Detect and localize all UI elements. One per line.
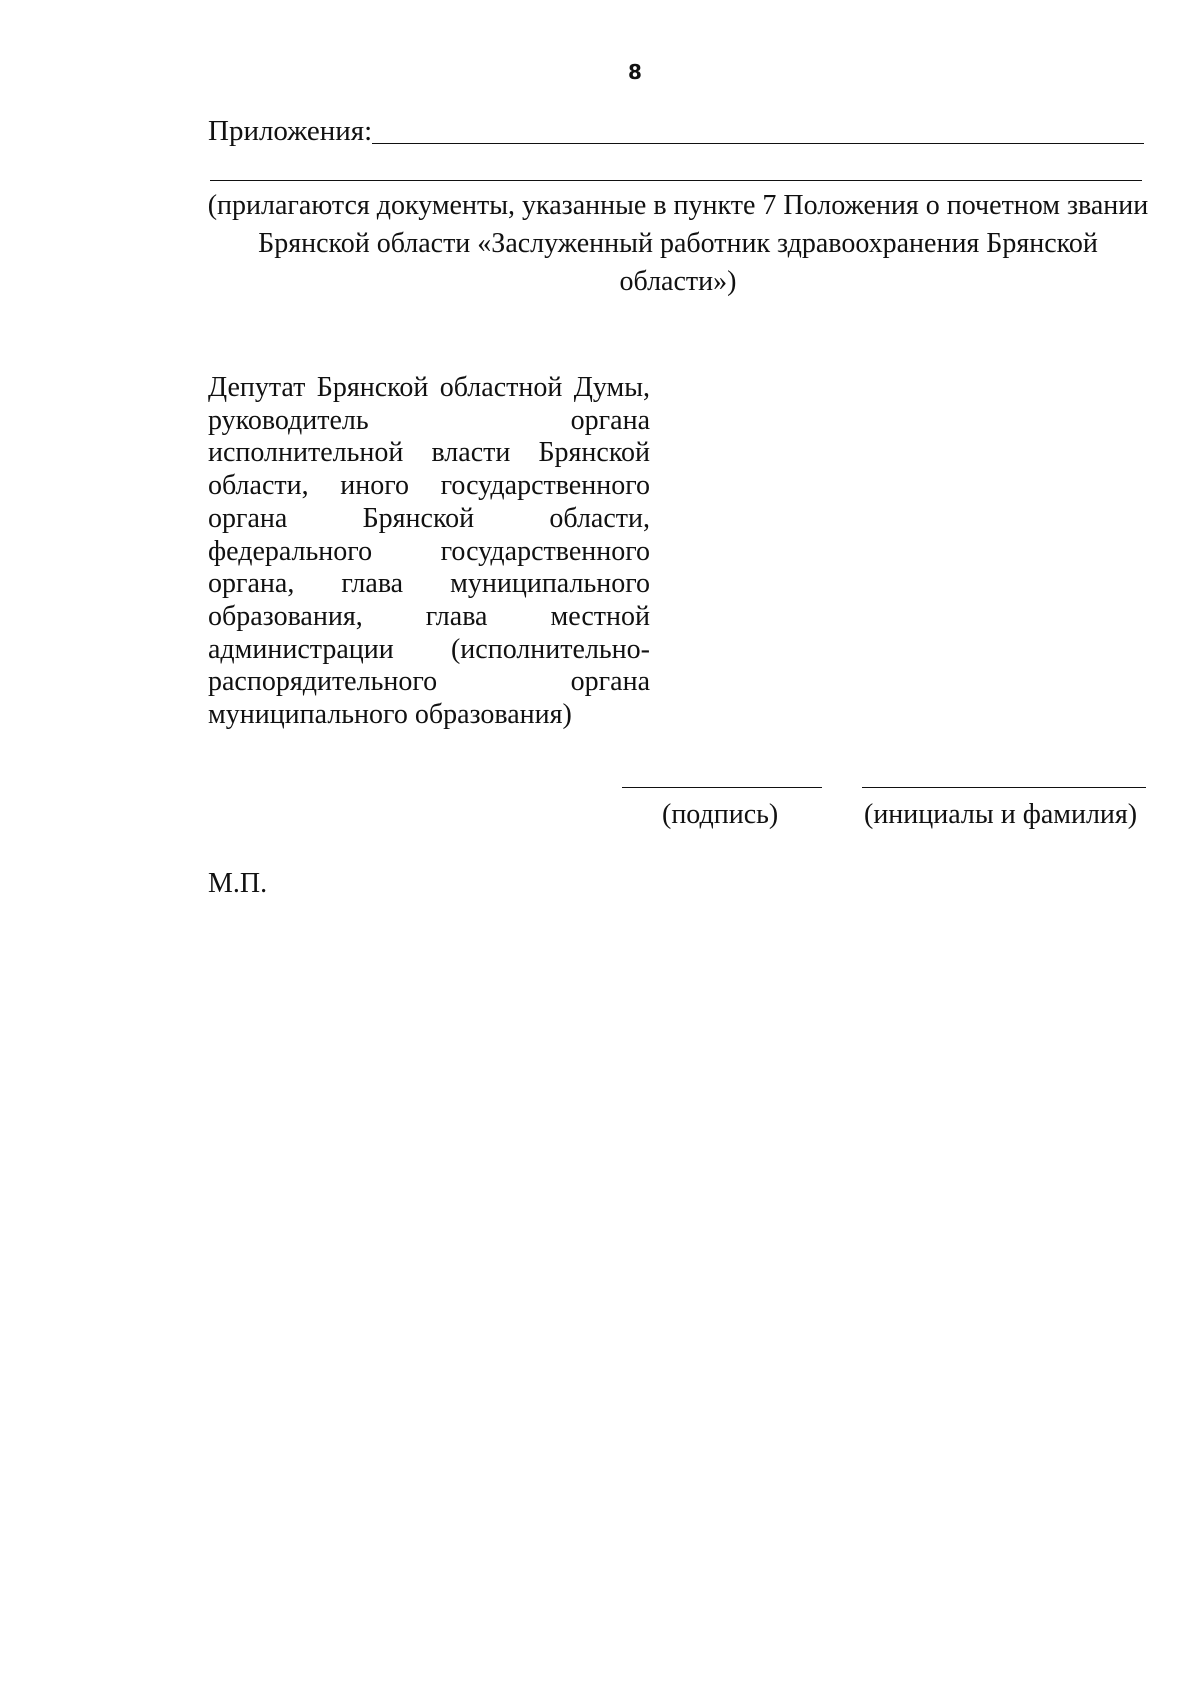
page-number: 8: [628, 60, 642, 84]
attachments-label: Приложения:: [208, 115, 373, 147]
attachments-note: (прилагаются документы, указанные в пункте 7 Положения о почетном звании Брянской области «Заслуженный работник здравоохранения Брянской области»): [207, 190, 1149, 297]
signature-caption: (подпись): [662, 799, 779, 830]
attachments-blank-line: [372, 142, 1144, 144]
attachments-row: [208, 112, 1144, 148]
signature-blank-line: [622, 787, 822, 788]
stamp-place-label: М.П.: [208, 868, 268, 899]
name-blank-line: [862, 787, 1146, 788]
signer-title: Депутат Брянской областной Думы, руководитель органа исполнительной власти Брянской области, иного государственного органа Брянской области, федерального государственного органа, глава муниципального образования, глава местной администрации (исполнительно-распорядительного органа муниципального образования): [208, 372, 650, 731]
name-caption: (инициалы и фамилия): [864, 799, 1138, 830]
attachments-blank-line-2: [210, 180, 1142, 181]
